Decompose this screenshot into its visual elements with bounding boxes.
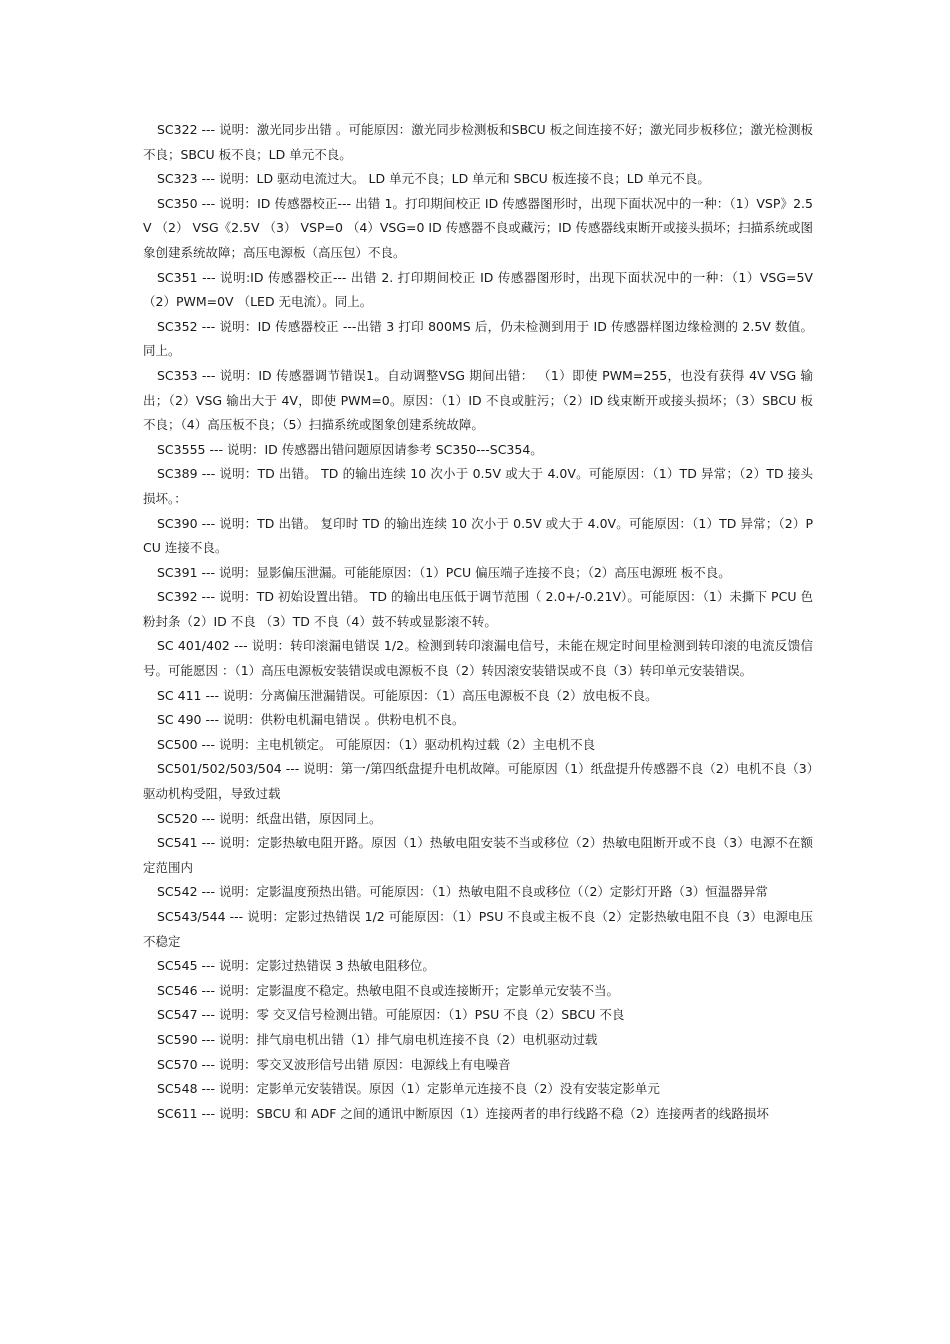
error-code-entry-sc350: SC350 --- 说明：ID 传感器校正--- 出错 1。打印期间校正 ID 传感器图形时，出现下面状况中的一种：（1）VSP》2.5V （2） VSG《2.5V （3） VSP=0 （4）VSG=0 ID 传感器不良或藏污；ID 传感器线束断开或接头损坏；扫描系统或图象创建系统故障；高压电源板（高压包）不良。 (143, 195, 813, 260)
error-code-entry-sc542: SC542 --- 说明：定影温度预热出错。可能原因：（1）热敏电阻不良或移位（（2）定影灯开路（3）恒温器异常 (157, 884, 768, 900)
error-code-entry-sc391: SC391 --- 说明：显影偏压泄漏。可能能原因：（1）PCU 偏压端子连接不良；（2）高压电源班 板不良。 (157, 564, 731, 580)
error-code-entry-sc590: SC590 --- 说明：排气扇电机出错（1）排气扇电机连接不良（2）电机驱动过载 (157, 1031, 598, 1047)
error-code-entry-sc392: SC392 --- 说明：TD 初始设置出错。 TD 的输出电压低于调节范围（ 2.0+/-0.21V）。可能原因：（1）未撕下 PCU 色粉封条（2）ID 不良 （3）TD 不良（4）鼓不转或显影滚不转。 (143, 589, 813, 629)
error-code-entry-sc411: SC 411 --- 说明：分离偏压泄漏错误。可能原因：（1）高压电源板不良（2）放电板不良。 (157, 687, 658, 703)
error-code-entry-sc547: SC547 --- 说明：零 交叉信号检测出错。可能原因：（1）PSU 不良（2）SBCU 不良 (157, 1007, 625, 1023)
error-code-entry-sc543-544: SC543/544 --- 说明：定影过热错误 1/2 可能原因：（1）PSU 不良或主板不良（2）定影热敏电阻不良（3）电源电压不稳定 (143, 909, 813, 949)
error-code-entry-sc389: SC389 --- 说明：TD 出错。 TD 的输出连续 10 次小于 0.5V 或大于 4.0V。可能原因：（1）TD 异常；（2）TD 接头损坏。： (143, 466, 813, 506)
error-code-entry-sc3555: SC3555 --- 说明：ID 传感器出错问题原因请参考 SC350---SC354。 (157, 441, 543, 457)
error-code-entry-sc548: SC548 --- 说明：定影单元安装错误。原因（1）定影单元连接不良（2）没有安装定影单元 (157, 1081, 660, 1097)
error-code-entry-sc541: SC541 --- 说明：定影热敏电阻开路。原因（1）热敏电阻安装不当或移位（2）热敏电阻断开或不良（3）电源不在额定范围内 (143, 835, 813, 875)
error-code-entry-sc352: SC352 --- 说明：ID 传感器校正 ---出错 3 打印 800MS 后，仍未检测到用于 ID 传感器样图边缘检测的 2.5V 数值。同上。 (143, 318, 813, 359)
error-code-entry-sc490: SC 490 --- 说明：供粉电机漏电错误 。供粉电机不良。 (157, 712, 465, 728)
error-code-entry-sc323: SC323 --- 说明：LD 驱动电流过大。 LD 单元不良；LD 单元和 SBCU 板连接不良；LD 单元不良。 (157, 171, 710, 187)
error-code-list (143, 118, 813, 1126)
error-code-entry-sc353: SC353 --- 说明：ID 传感器调节错误1。自动调整VSG 期间出错： （1）即使 PWM=255，也没有获得 4V VSG 输出；（2）VSG 输出大于 4V，即使 PWM=0。原因：（1）ID 不良或脏污；（2）ID 线束断开或接头损坏；（3）SBCU 板不良；（4）高压板不良；（5）扫描系统或图象创建系统故障。 (143, 367, 813, 433)
error-code-entry-sc322: SC322 --- 说明：激光同步出错 。可能原因：激光同步检测板和SBCU 板之间连接不好；激光同步板移位；激光检测板不良；SBCU 板不良；LD 单元不良。 (143, 122, 813, 162)
error-code-entry-sc401-402: SC 401/402 --- 说明：转印滚漏电错误 1/2。检测到转印滚漏电信号，未能在规定时间里检测到转印滚的电流反馈信号。可能愿因 ：（1）高压电源板安装错误或电源板不良（2）转因滚安装错误或不良（3）转印单元安装错误。 (143, 638, 813, 679)
error-code-entry-sc501-504: SC501/502/503/504 --- 说明：第一/第四纸盘提升电机故障。可能原因（1）纸盘提升传感器不良（2）电机不良（3）驱动机构受阻，导致过载 (143, 761, 813, 802)
error-code-entry-sc546: SC546 --- 说明：定影温度不稳定。热敏电阻不良或连接断开；定影单元安装不当。 (157, 982, 620, 998)
error-code-entry-sc570: SC570 --- 说明：零交叉波形信号出错 原因：电源线上有电噪音 (157, 1056, 511, 1072)
error-code-entry-sc611: SC611 --- 说明：SBCU 和 ADF 之间的通讯中断原因（1）连接两者的串行线路不稳（2）连接两者的线路损坏 (157, 1105, 769, 1121)
error-code-entry-sc500: SC500 --- 说明：主电机锁定。 可能原因：（1）驱动机构过载（2）主电机不良 (157, 736, 596, 752)
error-code-entry-sc545: SC545 --- 说明：定影过热错误 3 热敏电阻移位。 (157, 958, 435, 974)
error-code-entry-sc351: SC351 --- 说明:ID 传感器校正--- 出错 2. 打印期间校正 ID 传感器图形时，出现下面状况中的一种：（1）VSG=5V （2）PWM=0V （LED 无电流）。同上。 (143, 269, 813, 310)
error-code-entry-sc390: SC390 --- 说明：TD 出错。 复印时 TD 的输出连续 10 次小于 0.5V 或大于 4.0V。可能原因：（1）TD 异常；（2）PCU 连接不良。 (143, 515, 813, 556)
error-code-entry-sc520: SC520 --- 说明：纸盘出错，原因同上。 (157, 810, 382, 826)
